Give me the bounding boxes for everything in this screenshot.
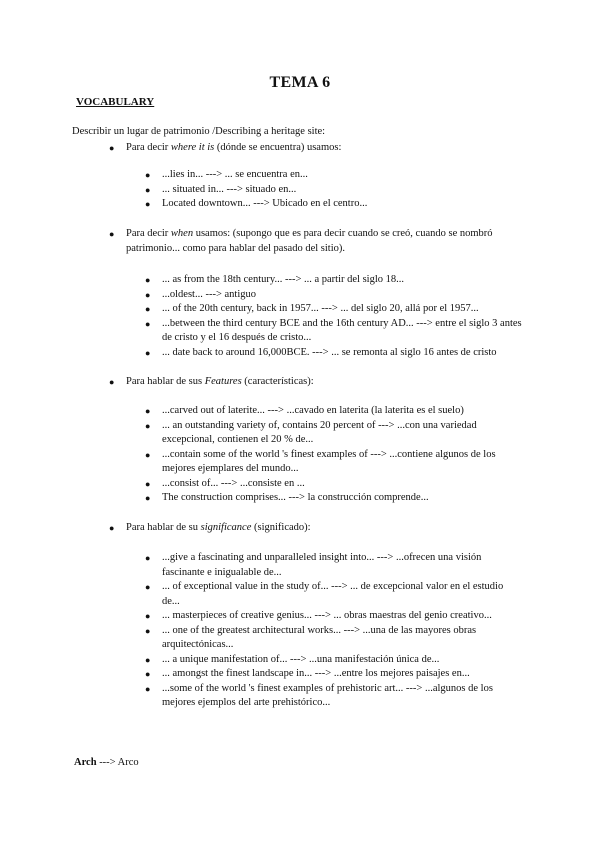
list-item-text: ... a unique manifestation of... ---> ...una manifestación única de...: [162, 653, 440, 665]
bullet-icon: ●: [145, 582, 151, 592]
section-heading: [109, 141, 526, 156]
bullet-icon: ●: [109, 377, 115, 387]
list-item-text: ...consist of... ---> ...consiste en ...: [162, 477, 305, 489]
section-heading-term: significance: [200, 522, 252, 533]
bullet-icon: ●: [145, 553, 151, 563]
list-item: [145, 448, 522, 477]
bullet-icon: ●: [145, 289, 151, 300]
document-title: TEMA 6: [269, 74, 331, 91]
section-heading: [109, 521, 526, 536]
bullet-icon: ●: [145, 625, 151, 636]
bullet-icon: ●: [109, 229, 115, 239]
bullet-icon: ●: [145, 406, 151, 416]
bullet-icon: ●: [145, 304, 151, 314]
section-heading-suffix: (dónde se encuentra) usamos:: [214, 142, 342, 153]
section-heading-prefix: Para decir: [126, 228, 171, 239]
vocabulary-heading: VOCABULARY: [76, 96, 155, 108]
section-heading-suffix: (significado):: [251, 522, 311, 533]
bullet-icon: ●: [145, 347, 151, 358]
section-item-list: [145, 168, 522, 212]
list-item-text: Located downtown... ---> Ubicado en el centro...: [162, 198, 368, 209]
list-item-text: ... situated in... ---> situado en...: [162, 183, 297, 195]
footer-entry: [74, 757, 139, 768]
list-item: [145, 404, 522, 419]
bullet-icon: ●: [145, 449, 151, 460]
list-item-text: ... masterpieces of creative genius... ---> ... obras maestras del genio creativo...: [162, 610, 492, 621]
list-item: [145, 183, 522, 198]
list-item: [145, 317, 522, 346]
bullet-icon: ●: [145, 184, 151, 195]
list-item-text: ... as from the 18th century... ---> ... a partir del siglo 18...: [162, 274, 405, 285]
list-item-text: ...carved out of laterite... ---> ...cavado en laterita (la laterita es el suelo): [162, 405, 464, 416]
section-heading-term: when: [170, 228, 194, 239]
bullet-icon: ●: [145, 478, 151, 489]
list-item: [145, 551, 522, 580]
section-heading-prefix: Para hablar de su: [126, 522, 201, 533]
footer-term: Arch: [74, 757, 97, 768]
section-heading: [109, 227, 526, 256]
bullet-icon: ●: [145, 275, 151, 285]
list-item: [145, 624, 522, 653]
bullet-icon: ●: [109, 523, 115, 533]
intro-text: Describir un lugar de patrimonio /Describing a heritage site:: [72, 126, 326, 137]
section-item-list: [145, 551, 522, 711]
list-item-text: ... of the 20th century, back in 1957... ---> ... del siglo 20, allá por el 1957...: [162, 303, 479, 314]
section-heading-prefix: Para decir: [126, 142, 171, 153]
list-item: [145, 682, 522, 711]
list-item-text: ... date back to around 16,000BCE. ---> ... se remonta al siglo 16 antes de cristo: [162, 346, 497, 358]
section-heading-term: Features: [204, 376, 242, 387]
list-item: [145, 667, 522, 682]
list-item-text: ...oldest... ---> antiguo: [162, 288, 256, 300]
bullet-icon: ●: [145, 318, 151, 329]
list-item-text: The construction comprises... ---> la construcción comprende...: [162, 492, 429, 503]
section-heading: [109, 375, 526, 390]
list-item-text: ... one of the greatest architectural works... ---> ...una de las mayores obras arquitectónicas...: [162, 624, 477, 650]
list-item-text: ...give a fascinating and unparalleled insight into... ---> ...ofrecen una visión fascinante e inigualable de...: [162, 552, 482, 578]
list-item-text: ...between the third century BCE and the 16th century AD... ---> entre el siglo 3 antes de cristo y el 16 después de cristo...: [162, 317, 522, 343]
bullet-icon: ●: [145, 420, 151, 431]
list-item: [145, 580, 522, 609]
footer-definition: ---> Arco: [96, 757, 139, 768]
list-item-text: ...lies in... ---> ... se encuentra en...: [162, 169, 308, 180]
list-item: [145, 491, 522, 506]
list-item-text: ...some of the world 's finest examples of prehistoric art... ---> ...algunos de los mejores ejemplos del arte prehistórico...: [162, 682, 493, 708]
bullet-icon: ●: [145, 493, 151, 503]
list-item: [145, 477, 522, 492]
list-item: [145, 273, 522, 288]
list-item-text: ... of exceptional value in the study of... ---> ... de excepcional valor en el estudio de...: [162, 581, 504, 607]
list-item-text: ... amongst the finest landscape in... ---> ...entre los mejores paisajes en...: [162, 668, 470, 679]
section-heading-prefix: Para hablar de sus: [126, 376, 205, 387]
list-item: [145, 609, 522, 624]
bullet-icon: ●: [145, 199, 151, 209]
list-item: [145, 653, 522, 668]
section-heading-term: where it is: [170, 142, 215, 153]
bullet-icon: ●: [145, 611, 151, 621]
bullet-icon: ●: [145, 654, 151, 665]
list-item: [145, 168, 522, 183]
list-item: [145, 197, 522, 212]
list-item: [145, 419, 522, 448]
section-heading-suffix: (características):: [241, 376, 314, 387]
bullet-icon: ●: [145, 669, 151, 679]
bullet-icon: ●: [109, 143, 115, 153]
bullet-icon: ●: [145, 170, 151, 180]
section-item-list: [145, 404, 522, 506]
bullet-icon: ●: [145, 683, 151, 694]
list-item-text: ... an outstanding variety of, contains 20 percent of ---> ...con una variedad excepcional, contienen el 20 % de...: [162, 419, 477, 445]
list-item-text: ...contain some of the world 's finest examples of ---> ...contiene algunos de los mejores ejemplares del mundo...: [162, 448, 496, 474]
section-heading-suffix: usamos: (supongo que es para decir cuando se creó, cuando se nombró patrimonio... como para hablar del pasado del sitio).: [126, 228, 493, 254]
list-item: [145, 288, 522, 303]
list-item: [145, 302, 522, 317]
section-item-list: [145, 273, 522, 360]
list-item: [145, 346, 522, 361]
